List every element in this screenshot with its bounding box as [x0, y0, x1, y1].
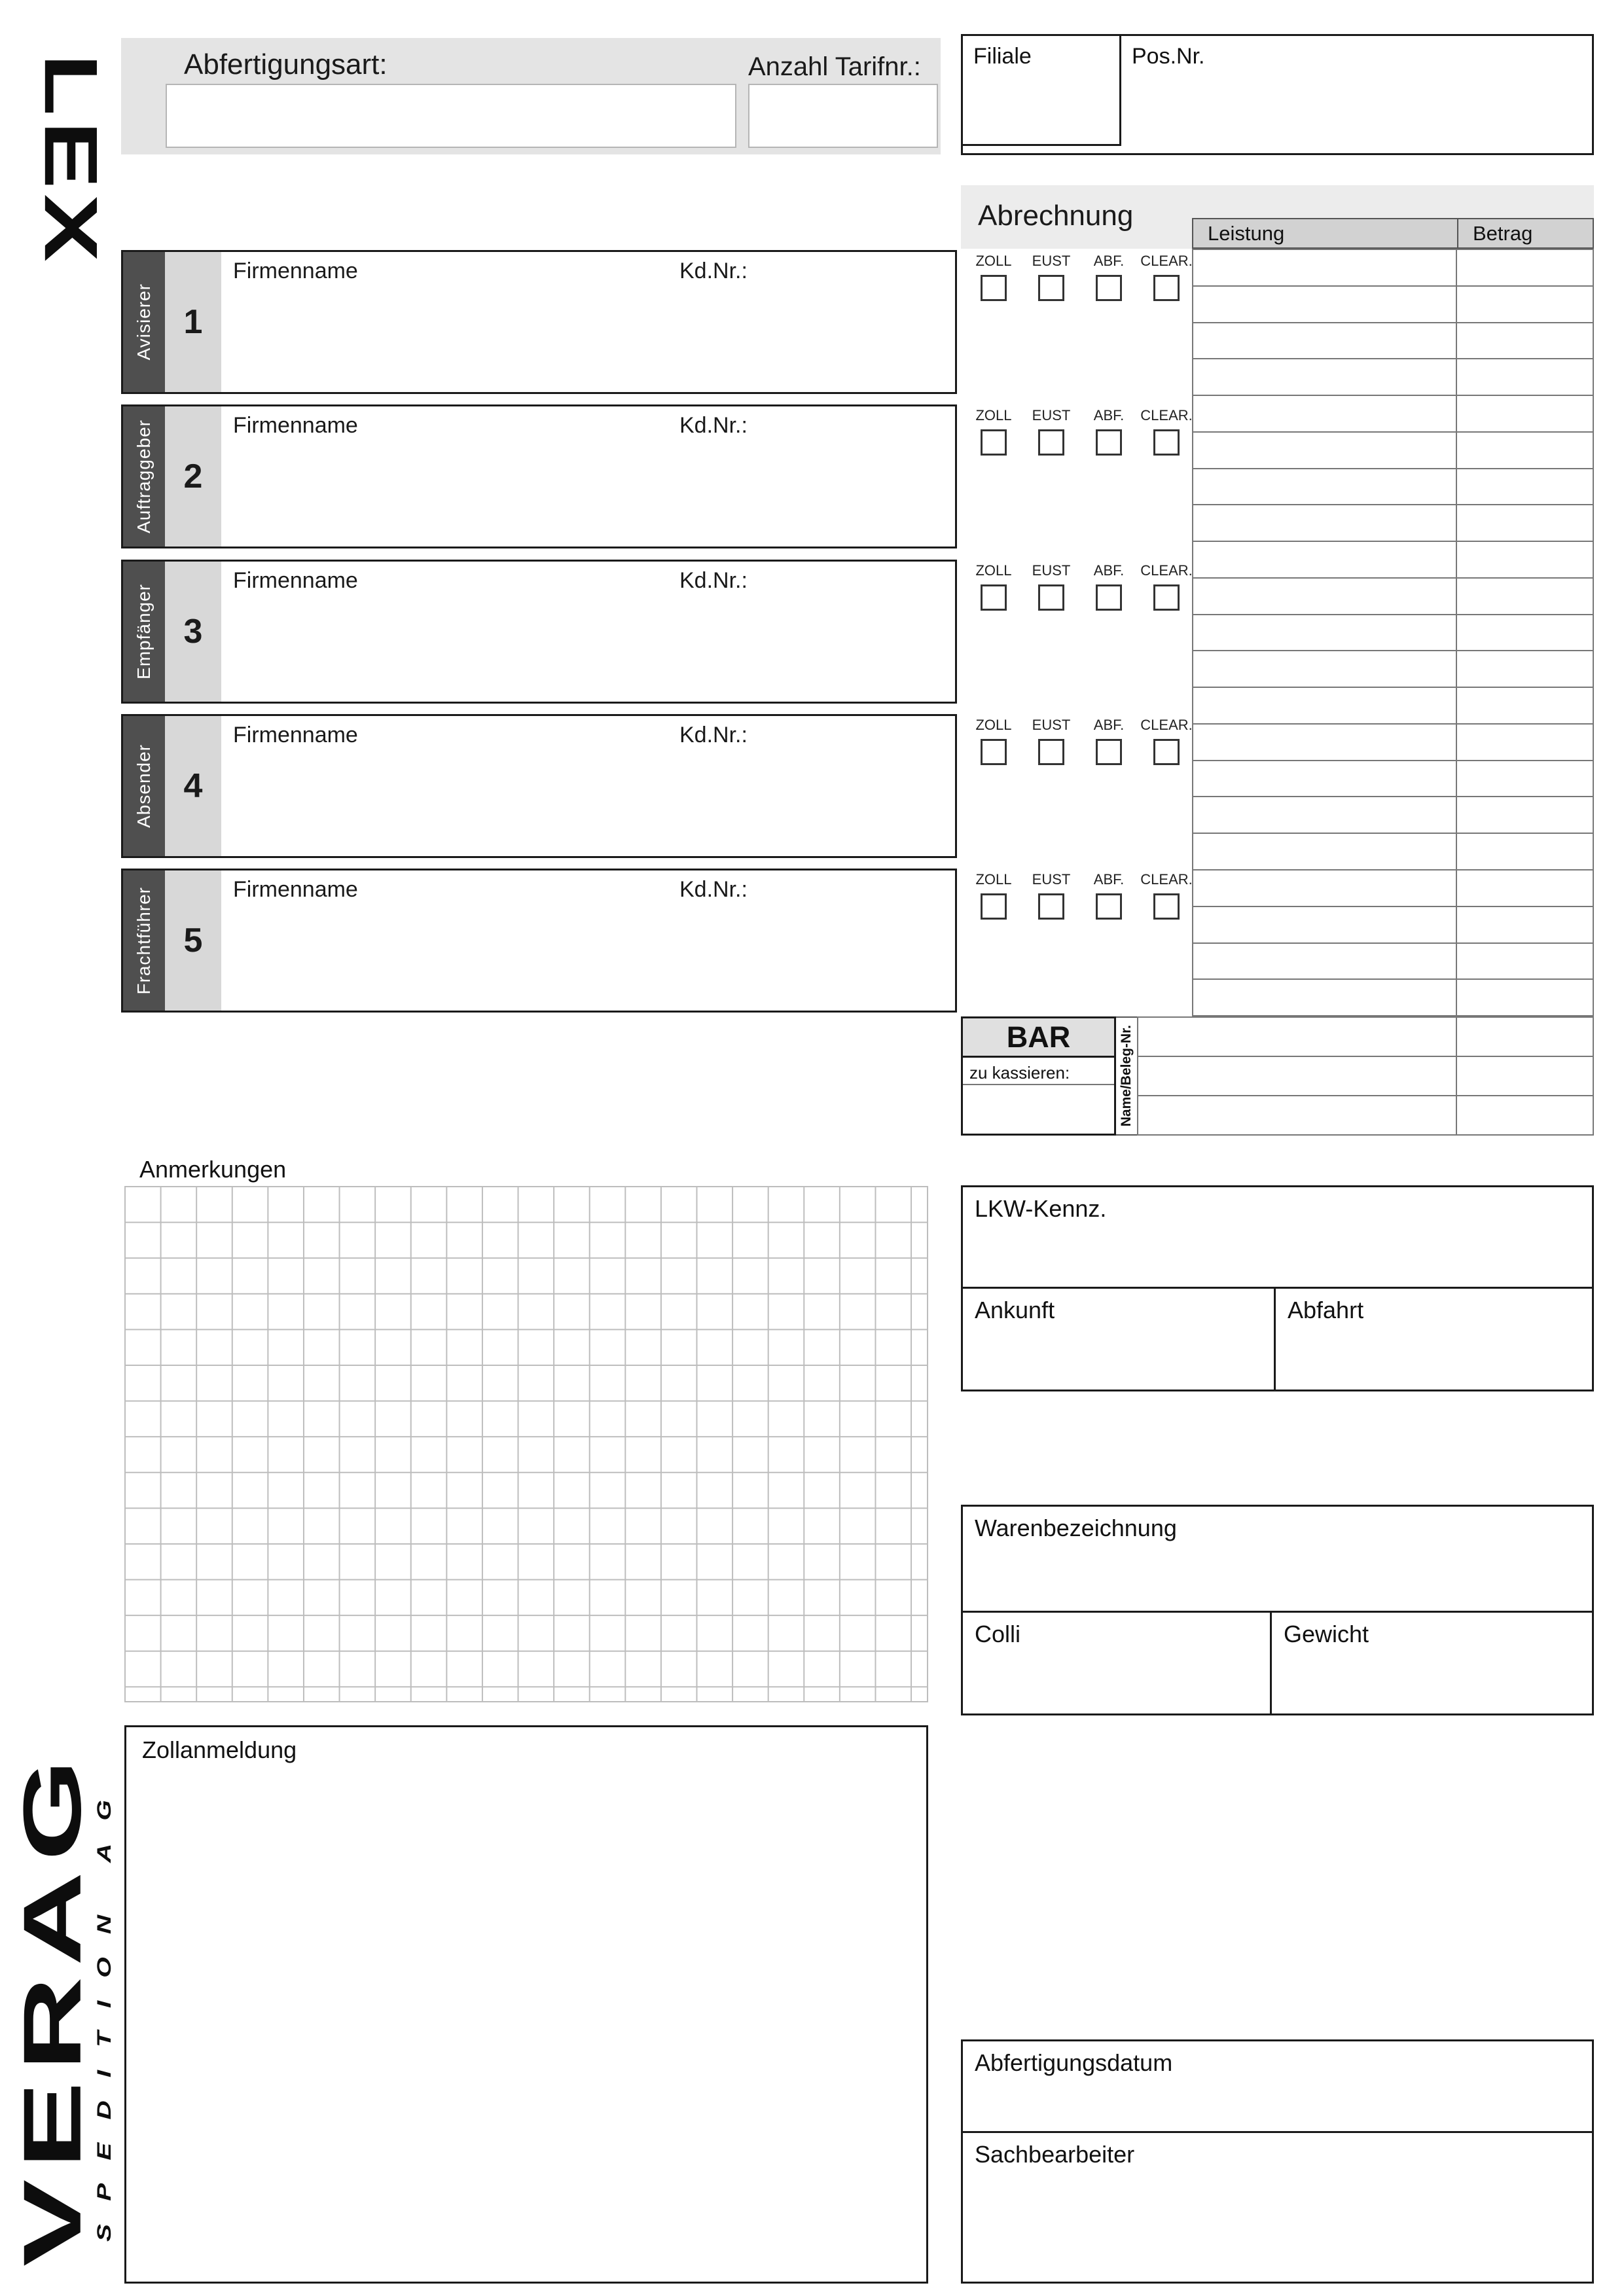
abfertigungsart-label: Abfertigungsart: — [184, 48, 388, 81]
leistung-cell[interactable] — [1193, 944, 1457, 979]
betrag-header-label: Betrag — [1473, 221, 1533, 245]
party-number: 4 — [165, 716, 221, 856]
spedition-ag-text — [92, 1767, 118, 2251]
betrag-cell[interactable] — [1457, 287, 1593, 322]
abrechnung-row — [1193, 469, 1593, 506]
abrechnung-row — [1193, 287, 1593, 323]
checkbox-group-empfaenger — [961, 562, 1197, 611]
abf-checkbox[interactable] — [1096, 893, 1122, 920]
bar-abrechnung-table — [1137, 1016, 1594, 1136]
clear-checkbox[interactable] — [1153, 893, 1180, 920]
verag-logo-text: VERAG — [7, 1748, 98, 2267]
betrag-cell[interactable] — [1457, 542, 1593, 577]
firmenname-field-empfaenger[interactable] — [221, 562, 955, 702]
filiale-label: Filiale — [973, 44, 1032, 69]
firmenname-field-avisierer[interactable] — [221, 252, 955, 392]
leistung-cell[interactable] — [1193, 579, 1457, 614]
betrag-cell[interactable] — [1457, 834, 1593, 869]
bar-box — [961, 1016, 1116, 1136]
leistung-cell[interactable] — [1193, 542, 1457, 577]
zu-kassieren-label: zu kassieren: — [963, 1058, 1114, 1085]
abf-checkbox[interactable] — [1096, 739, 1122, 765]
abrechnung-row — [1193, 797, 1593, 834]
betrag-cell[interactable] — [1457, 615, 1593, 651]
posnr-label: Pos.Nr. — [1132, 44, 1205, 69]
abrechnung-row — [1138, 1057, 1593, 1096]
clear-checkbox-label: CLEAR. — [1140, 407, 1193, 423]
abrechnung-row — [1138, 1096, 1593, 1134]
party-row-auftraggeber — [121, 404, 957, 548]
abfahrt-label: Abfahrt — [1288, 1297, 1364, 1323]
abf-checkbox-label: ABF. — [1093, 717, 1125, 733]
firmenname-label: Firmenname — [233, 877, 358, 902]
abf-checkbox-label: ABF. — [1093, 562, 1125, 579]
abrechnung-row — [1193, 725, 1593, 761]
checkbox-col-clear — [1142, 717, 1191, 765]
abfertigungsdatum-label: Abfertigungsdatum — [975, 2049, 1173, 2076]
abrechnung-row — [1193, 250, 1593, 287]
footer-box — [961, 2039, 1594, 2284]
kdnr-label: Kd.Nr.: — [679, 877, 748, 902]
abrechnung-row — [1138, 1018, 1593, 1057]
betrag-cell[interactable] — [1457, 725, 1593, 760]
ankunft-label: Ankunft — [975, 1297, 1055, 1323]
checkbox-col-clear — [1142, 407, 1191, 456]
clear-checkbox-label: CLEAR. — [1140, 253, 1193, 269]
checkbox-group-frachtfuehrer — [961, 871, 1197, 920]
betrag-cell[interactable] — [1457, 579, 1593, 614]
abf-checkbox[interactable] — [1096, 275, 1122, 301]
abrechnung-row — [1193, 396, 1593, 433]
betrag-cell[interactable] — [1457, 396, 1593, 431]
name-beleg-label: Name/Beleg-Nr. — [1119, 1025, 1134, 1127]
abrechnung-row — [1193, 505, 1593, 542]
betrag-cell[interactable] — [1457, 797, 1593, 833]
leistung-cell[interactable] — [1193, 651, 1457, 687]
checkbox-col-abf — [1084, 562, 1134, 611]
ankunft-field[interactable] — [963, 1289, 1276, 1390]
eust-checkbox-label: EUST — [1032, 407, 1071, 423]
clear-checkbox-label: CLEAR. — [1140, 871, 1193, 888]
checkbox-col-eust — [1026, 253, 1076, 301]
gewicht-label: Gewicht — [1284, 1621, 1369, 1647]
leistung-cell[interactable] — [1193, 834, 1457, 869]
checkbox-group-avisierer — [961, 253, 1197, 301]
betrag-cell[interactable] — [1457, 761, 1593, 797]
party-number: 1 — [165, 252, 221, 392]
abrechnung-table-header — [1192, 218, 1594, 249]
gewicht-field[interactable] — [1272, 1613, 1592, 1713]
sachbearbeiter-label: Sachbearbeiter — [975, 2141, 1135, 2168]
clear-checkbox[interactable] — [1153, 429, 1180, 456]
checkbox-col-eust — [1026, 717, 1076, 765]
zoll-checkbox[interactable] — [981, 429, 1007, 456]
colli-field[interactable] — [963, 1613, 1272, 1713]
sachbearbeiter-field[interactable] — [963, 2133, 1592, 2282]
abrechnung-row — [1193, 980, 1593, 1015]
abf-checkbox[interactable] — [1096, 429, 1122, 456]
betrag-cell[interactable] — [1457, 1096, 1593, 1134]
filiale-posnr-box — [961, 34, 1594, 155]
checkbox-col-zoll — [969, 871, 1019, 920]
clear-checkbox[interactable] — [1153, 739, 1180, 765]
eust-checkbox[interactable] — [1038, 275, 1064, 301]
checkbox-col-eust — [1026, 871, 1076, 920]
leistung-cell[interactable] — [1193, 287, 1457, 322]
betrag-cell[interactable] — [1457, 980, 1593, 1015]
party-number: 3 — [165, 562, 221, 702]
abfahrt-field[interactable] — [1276, 1289, 1592, 1390]
firmenname-label: Firmenname — [233, 723, 358, 747]
clear-checkbox-label: CLEAR. — [1140, 562, 1193, 579]
eust-checkbox[interactable] — [1038, 584, 1064, 611]
firmenname-field-absender[interactable] — [221, 716, 955, 856]
zoll-checkbox[interactable] — [981, 275, 1007, 301]
leistung-cell[interactable] — [1193, 725, 1457, 760]
role-bar-frachtfuehrer — [123, 870, 165, 1011]
betrag-column-header — [1458, 219, 1593, 247]
checkbox-col-eust — [1026, 562, 1076, 611]
abrechnung-row — [1193, 579, 1593, 615]
kdnr-label: Kd.Nr.: — [679, 259, 748, 283]
eust-checkbox-label: EUST — [1032, 717, 1071, 733]
abrechnung-row — [1193, 433, 1593, 469]
eust-checkbox[interactable] — [1038, 429, 1064, 456]
checkbox-col-zoll — [969, 253, 1019, 301]
betrag-cell[interactable] — [1457, 1057, 1593, 1095]
lkw-box — [961, 1185, 1594, 1391]
role-label: Avisierer — [134, 283, 154, 361]
name-beleg-strip — [1116, 1016, 1137, 1136]
abfertigungsart-input[interactable] — [166, 84, 736, 148]
role-label: Auftraggeber — [134, 420, 154, 533]
abfertigungsdatum-field[interactable] — [963, 2041, 1592, 2133]
role-label: Absender — [134, 744, 154, 828]
eust-checkbox[interactable] — [1038, 893, 1064, 920]
abrechnung-row — [1193, 323, 1593, 360]
clear-checkbox[interactable] — [1153, 275, 1180, 301]
zu-kassieren-field[interactable] — [963, 1085, 1114, 1132]
role-bar-absender — [123, 716, 165, 856]
leistung-column-header — [1193, 219, 1458, 247]
abrechnung-row — [1193, 615, 1593, 652]
checkbox-col-zoll — [969, 562, 1019, 611]
spedition-ag-label: SPEDITION AG — [94, 1777, 116, 2242]
abf-checkbox-label: ABF. — [1093, 407, 1125, 423]
checkbox-col-abf — [1084, 871, 1134, 920]
anmerkungen-grid[interactable] — [124, 1186, 928, 1702]
leistung-cell[interactable] — [1193, 615, 1457, 651]
abrechnung-row — [1193, 542, 1593, 579]
leistung-cell[interactable] — [1193, 250, 1457, 285]
checkbox-group-auftraggeber — [961, 407, 1197, 456]
leistung-cell[interactable] — [1193, 396, 1457, 431]
checkbox-col-abf — [1084, 407, 1134, 456]
betrag-cell[interactable] — [1457, 250, 1593, 285]
betrag-cell[interactable] — [1457, 469, 1593, 505]
zoll-checkbox[interactable] — [981, 893, 1007, 920]
zoll-checkbox-label: ZOLL — [975, 717, 1012, 733]
lkw-kennz-label: LKW-Kennz. — [975, 1195, 1107, 1222]
abrechnung-table — [1192, 249, 1594, 1016]
leistung-cell[interactable] — [1138, 1096, 1457, 1134]
anzahl-tarifnr-input[interactable] — [748, 84, 938, 148]
eust-checkbox-label: EUST — [1032, 871, 1071, 888]
firmenname-label: Firmenname — [233, 259, 358, 283]
abrechnung-row — [1193, 359, 1593, 396]
abrechnung-row — [1193, 907, 1593, 944]
zollanmeldung-field[interactable] — [124, 1725, 928, 2284]
checkbox-group-absender — [961, 717, 1197, 765]
party-row-frachtfuehrer — [121, 869, 957, 1013]
leistung-cell[interactable] — [1193, 797, 1457, 833]
leistung-cell[interactable] — [1138, 1057, 1457, 1095]
firmenname-field-auftraggeber[interactable] — [221, 406, 955, 547]
leistung-cell[interactable] — [1193, 980, 1457, 1015]
abrechnung-row — [1193, 761, 1593, 798]
clear-checkbox-label: CLEAR. — [1140, 717, 1193, 733]
kdnr-label: Kd.Nr.: — [679, 413, 748, 438]
warenbezeichnung-field[interactable] — [963, 1507, 1592, 1613]
checkbox-col-clear — [1142, 562, 1191, 611]
role-label: Frachtführer — [134, 886, 154, 995]
role-bar-auftraggeber — [123, 406, 165, 547]
checkbox-col-zoll — [969, 717, 1019, 765]
clear-checkbox[interactable] — [1153, 584, 1180, 611]
betrag-cell[interactable] — [1457, 944, 1593, 979]
abf-checkbox[interactable] — [1096, 584, 1122, 611]
role-label: Empfänger — [134, 584, 154, 679]
abf-checkbox-label: ABF. — [1093, 871, 1125, 888]
checkbox-col-clear — [1142, 871, 1191, 920]
checkbox-col-clear — [1142, 253, 1191, 301]
checkbox-col-eust — [1026, 407, 1076, 456]
abrechnung-row — [1193, 688, 1593, 725]
lex-logo — [29, 39, 111, 281]
zollanmeldung-label: Zollanmeldung — [142, 1736, 297, 1763]
zoll-checkbox-label: ZOLL — [975, 562, 1012, 579]
firmenname-label: Firmenname — [233, 568, 358, 593]
waren-box — [961, 1505, 1594, 1715]
checkbox-col-abf — [1084, 717, 1134, 765]
abf-checkbox-label: ABF. — [1093, 253, 1125, 269]
zoll-checkbox-label: ZOLL — [975, 253, 1012, 269]
abrechnung-row — [1193, 944, 1593, 980]
party-row-absender — [121, 714, 957, 858]
posnr-field[interactable] — [1121, 36, 1592, 153]
betrag-cell[interactable] — [1457, 505, 1593, 541]
leistung-cell[interactable] — [1193, 323, 1457, 359]
leistung-cell[interactable] — [1193, 907, 1457, 942]
firmenname-field-frachtfuehrer[interactable] — [221, 870, 955, 1011]
leistung-cell[interactable] — [1193, 870, 1457, 906]
betrag-cell[interactable] — [1457, 323, 1593, 359]
leistung-cell[interactable] — [1193, 761, 1457, 797]
zoll-checkbox-label: ZOLL — [975, 871, 1012, 888]
role-bar-avisierer — [123, 252, 165, 392]
betrag-cell[interactable] — [1457, 907, 1593, 942]
leistung-cell[interactable] — [1193, 505, 1457, 541]
role-bar-empfaenger — [123, 562, 165, 702]
kdnr-label: Kd.Nr.: — [679, 723, 748, 747]
kdnr-label: Kd.Nr.: — [679, 568, 748, 593]
betrag-cell[interactable] — [1457, 1018, 1593, 1056]
zoll-checkbox[interactable] — [981, 584, 1007, 611]
anmerkungen-label: Anmerkungen — [139, 1156, 287, 1183]
eust-checkbox-label: EUST — [1032, 562, 1071, 579]
leistung-cell[interactable] — [1193, 433, 1457, 468]
checkbox-col-abf — [1084, 253, 1134, 301]
zoll-checkbox-label: ZOLL — [975, 407, 1012, 423]
leistung-cell[interactable] — [1138, 1018, 1457, 1056]
betrag-cell[interactable] — [1457, 359, 1593, 395]
abrechnung-row — [1193, 870, 1593, 907]
bar-title: BAR — [963, 1018, 1114, 1058]
party-number: 2 — [165, 406, 221, 547]
leistung-cell[interactable] — [1193, 359, 1457, 395]
lex-logo-text: LEX — [28, 53, 113, 268]
abrechnung-row — [1193, 651, 1593, 688]
filiale-field[interactable] — [963, 36, 1121, 146]
lkw-kennz-field[interactable] — [963, 1187, 1592, 1289]
zoll-checkbox[interactable] — [981, 739, 1007, 765]
party-row-avisierer — [121, 250, 957, 394]
firmenname-label: Firmenname — [233, 413, 358, 438]
verag-logo — [7, 1738, 98, 2278]
leistung-cell[interactable] — [1193, 469, 1457, 505]
header-panel — [121, 38, 941, 154]
anzahl-tarifnr-label: Anzahl Tarifnr.: — [748, 52, 921, 81]
colli-label: Colli — [975, 1621, 1021, 1647]
betrag-cell[interactable] — [1457, 688, 1593, 723]
leistung-cell[interactable] — [1193, 688, 1457, 723]
abrechnung-title: Abrechnung — [978, 200, 1134, 232]
betrag-cell[interactable] — [1457, 651, 1593, 687]
checkbox-col-zoll — [969, 407, 1019, 456]
abrechnung-row — [1193, 834, 1593, 870]
eust-checkbox-label: EUST — [1032, 253, 1071, 269]
eust-checkbox[interactable] — [1038, 739, 1064, 765]
betrag-cell[interactable] — [1457, 870, 1593, 906]
betrag-cell[interactable] — [1457, 433, 1593, 468]
party-row-empfaenger — [121, 560, 957, 704]
warenbezeichnung-label: Warenbezeichnung — [975, 1515, 1177, 1541]
party-number: 5 — [165, 870, 221, 1011]
leistung-header-label: Leistung — [1208, 221, 1285, 245]
